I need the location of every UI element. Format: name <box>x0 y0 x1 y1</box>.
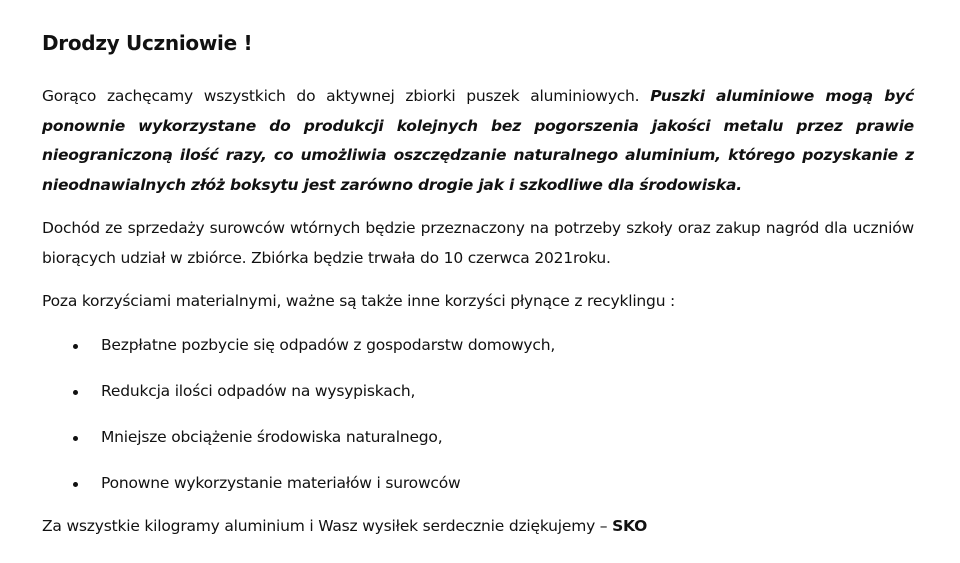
closing-text: Za wszystkie kilogramy aluminium i Wasz wysiłek serdecznie dziękujemy – <box>42 516 613 535</box>
benefit-item <box>42 331 914 361</box>
benefits-list <box>42 331 914 499</box>
intro-plain-text: Gorąco zachęcamy wszystkich do aktywnej zbiorki puszek aluminiowych. <box>42 87 651 105</box>
income-paragraph: Dochód ze sprzedaży surowców wtórnych będzie przeznaczony na potrzeby szkoły oraz zakup nagród dla uczniów biorących udział w zbiórce. Zbiórka będzie trwała do 10 czerwca 2021roku. <box>42 219 914 267</box>
benefit-item <box>42 377 914 407</box>
benefit-text: Mniejsze obciążenie środowiska naturalnego, <box>101 427 443 446</box>
benefit-item <box>42 423 914 453</box>
intro-emphasis-text: Puszki aluminiowe mogą być ponownie wykorzystane do produkcji kolejnych bez pogorszenia jakości metalu przez prawie nieograniczoną ilość razy, co umożliwia oszczędzanie naturalnego aluminium, którego pozyskanie z nieodnawialnych złóż boksytu jest zarówno drogie jak i szkodliwe dla środowiska. <box>42 87 914 194</box>
signature: SKO <box>612 516 648 535</box>
letter-title: Drodzy Uczniowie ! <box>42 31 253 55</box>
benefit-text: Redukcja ilości odpadów na wysypiskach, <box>101 381 416 400</box>
bullet-icon <box>73 344 78 349</box>
intro-paragraph <box>42 82 914 200</box>
bullet-icon <box>73 482 78 487</box>
closing-paragraph <box>42 512 914 542</box>
bullet-icon <box>73 436 78 441</box>
benefit-text: Ponowne wykorzystanie materiałów i surowców <box>101 473 461 492</box>
benefits-intro-paragraph: Poza korzyściami materialnymi, ważne są także inne korzyści płynące z recyklingu : <box>42 292 676 310</box>
benefit-item <box>42 469 914 499</box>
bullet-icon <box>73 390 78 395</box>
letter-page <box>42 26 914 541</box>
benefit-text: Bezpłatne pozbycie się odpadów z gospodarstw domowych, <box>101 335 556 354</box>
